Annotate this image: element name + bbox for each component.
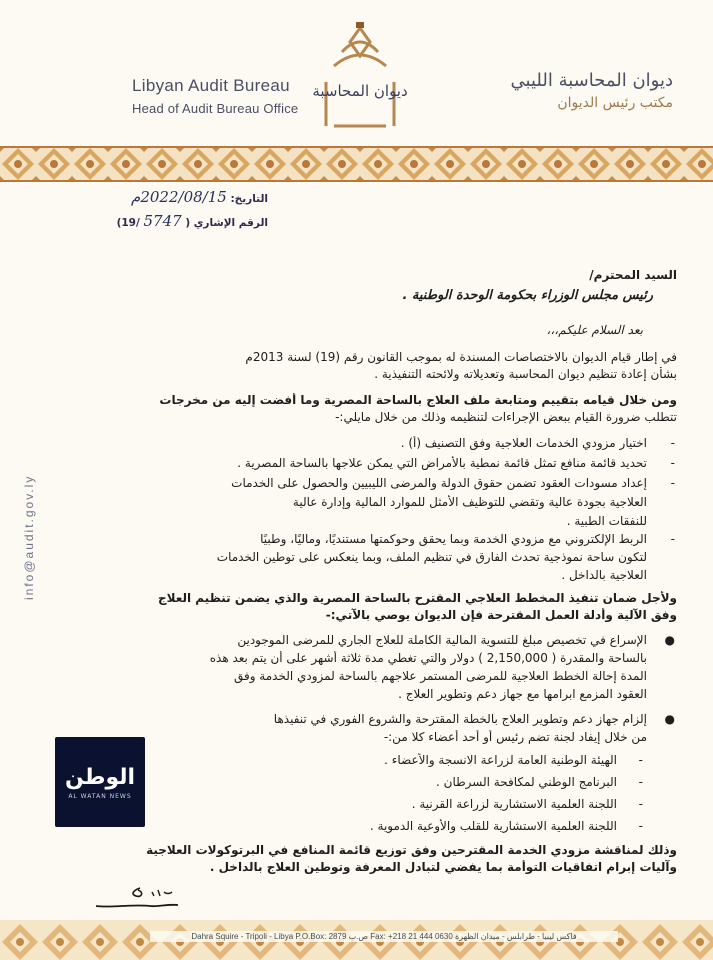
org-name-ar: ديوان المحاسبة الليبي	[510, 70, 673, 91]
rec2-line2: من خلال إيفاد لجنة تضم رئيس أو أحد أعضاء كلا من:-	[383, 730, 647, 744]
list-item: لتكون ساحة نموذجية تحدث الفارق في تنظيم الملف، وبما ينعكس على توطين الخدمات	[216, 550, 647, 564]
office-name-ar: مكتب رئيس الديوان	[557, 95, 673, 111]
news-watermark-logo	[55, 737, 145, 827]
header-english	[132, 76, 298, 116]
ref-suffix: /19)	[116, 217, 140, 229]
bullet-icon: ●	[664, 633, 675, 647]
dash-mark: -	[670, 436, 675, 450]
para3-line2: وفق الآلية وأدلة العمل المقترحة فإن الديوان يوصي بالآتي:-	[325, 608, 677, 622]
list-item: إعداد مسودات العقود تضمن حقوق الدولة والمرضى الليبيين والحصول على الخدمات	[231, 476, 647, 490]
para1-line2: بشأن إعادة تنظيم ديوان المحاسبة وتعديلاته ولائحته التنفيذية .	[374, 367, 677, 381]
greeting: بعد السلام عليكم،،،	[546, 323, 643, 337]
footer-address: Dahra Squire - Tripoli - Libya P.O.Box: 2879 ص.ب Fax: +218 21 444 0630 فاكس ليبيا - طرابلس - ميدان الظهرة	[150, 931, 618, 942]
top-ornament-band	[0, 146, 713, 182]
date-label: التاريخ:	[230, 193, 268, 205]
rec1-line4: العقود المزمع ابرامها مع جهاز دعم وتطوير العلاج .	[398, 687, 647, 701]
para3-line1: ولأجل ضمان تنفيذ المخطط العلاجي المقترح بالساحة المصرية والذي يضمن تنظيم العلاج	[157, 591, 677, 605]
bullet-icon: ●	[664, 712, 675, 726]
committee-item: اللجنة العلمية الاستشارية لزراعة القرنية .	[411, 797, 617, 811]
para4-line1: وذلك لمناقشة مزودي الخدمة المقترحين وفق توزيع قائمة المنافع في البرتوكولات العلاجية	[146, 843, 677, 857]
dash-mark: -	[638, 775, 643, 789]
date-value: 2022/08/15م	[131, 188, 227, 206]
para1-line1: في إطار قيام الديوان بالاختصاصات المسندة له بموجب القانون رقم (19) لسنة 2013م	[245, 350, 677, 364]
list-item: اختيار مزودي الخدمات العلاجية وفق التصنيف (أ) .	[400, 436, 647, 450]
list-item: للنفقات الطبية .	[566, 514, 647, 528]
rec1-line3: المدة إحالة الخطط العلاجية للمرضى المستمر علاجهم بالساحة لمزودي الخدمة وفق	[233, 669, 647, 683]
recipient: رئيس مجلس الوزراء بحكومة الوحدة الوطنية .	[402, 289, 653, 303]
header-arabic	[511, 70, 673, 111]
salutation: السيد المحترم/	[589, 268, 677, 282]
reference-line	[117, 212, 268, 230]
committee-item: الهيئة الوطنية العامة لزراعة الانسجة والأعضاء .	[384, 753, 617, 767]
org-name-en: Libyan Audit Bureau	[132, 76, 290, 95]
news-logo-text: الوطن	[64, 765, 136, 790]
date-line	[131, 188, 268, 206]
para4-line2: وآليات إبرام اتفاقيات التوأمة بما يفضي لتبادل المعرفة وتوطين العلاج بالداخل .	[209, 860, 677, 874]
rec1-line2: بالساحة والمقدرة ( 2,150,000 ) دولار والتي تغطي مدة ثلاثة أشهر على أن يتم بعد هذه	[209, 651, 647, 665]
list-item: العلاجية بالداخل .	[561, 568, 647, 582]
dash-mark: -	[670, 532, 675, 546]
rec2-line1: إلزام جهاز دعم وتطوير العلاج بالخطة المقترحة والشروع الفوري في تنفيذها	[273, 712, 647, 726]
list-item: الربط الإلكتروني مع مزودي الخدمة وبما يحقق وحوكمتها مستنديًا، وماليًا، وطبيًا	[260, 532, 647, 546]
dash-mark: -	[670, 476, 675, 490]
para2-line1: ومن خلال قيامه بتقييم ومتابعة ملف العلاج بالساحة المصرية وما أفضت إليه من مخرجات	[159, 393, 677, 407]
list-item: تحديد قائمة منافع تمثل قائمة نمطية بالأمراض التي يمكن علاجها بالساحة المصرية .	[237, 456, 647, 470]
news-logo-subtext: AL WATAN NEWS	[68, 793, 132, 800]
committee-item: البرنامج الوطني لمكافحة السرطان .	[436, 775, 617, 789]
dash-mark: -	[670, 456, 675, 470]
ref-value: 5747	[143, 212, 182, 230]
rec1-line1: الإسراع في تخصيص مبلغ للتسوية المالية الكاملة للعلاج الجاري للمرضى الموجودين	[237, 633, 647, 647]
handwritten-signature	[92, 882, 182, 912]
dash-mark: -	[638, 819, 643, 833]
ref-label: الرقم الإشاري (	[185, 217, 268, 229]
dash-mark: -	[638, 753, 643, 767]
logo-text: ديوان المحاسبة	[312, 82, 408, 100]
side-email: info@audit.gov.ly	[22, 474, 36, 600]
office-name-en: Head of Audit Bureau Office	[132, 101, 299, 116]
para2-line2: تتطلب ضرورة القيام ببعض الإجراءات لتنظيمه وذلك من خلال مايلي:-	[335, 410, 677, 424]
list-item: العلاجية بجودة عالية وتقضي للتوظيف الأمثل للموارد المالية وإدارة عالية	[292, 495, 647, 509]
committee-item: اللجنة العلمية الاستشارية للقلب والأوعية الدموية .	[369, 819, 617, 833]
dash-mark: -	[638, 797, 643, 811]
audit-bureau-logo	[312, 22, 408, 130]
